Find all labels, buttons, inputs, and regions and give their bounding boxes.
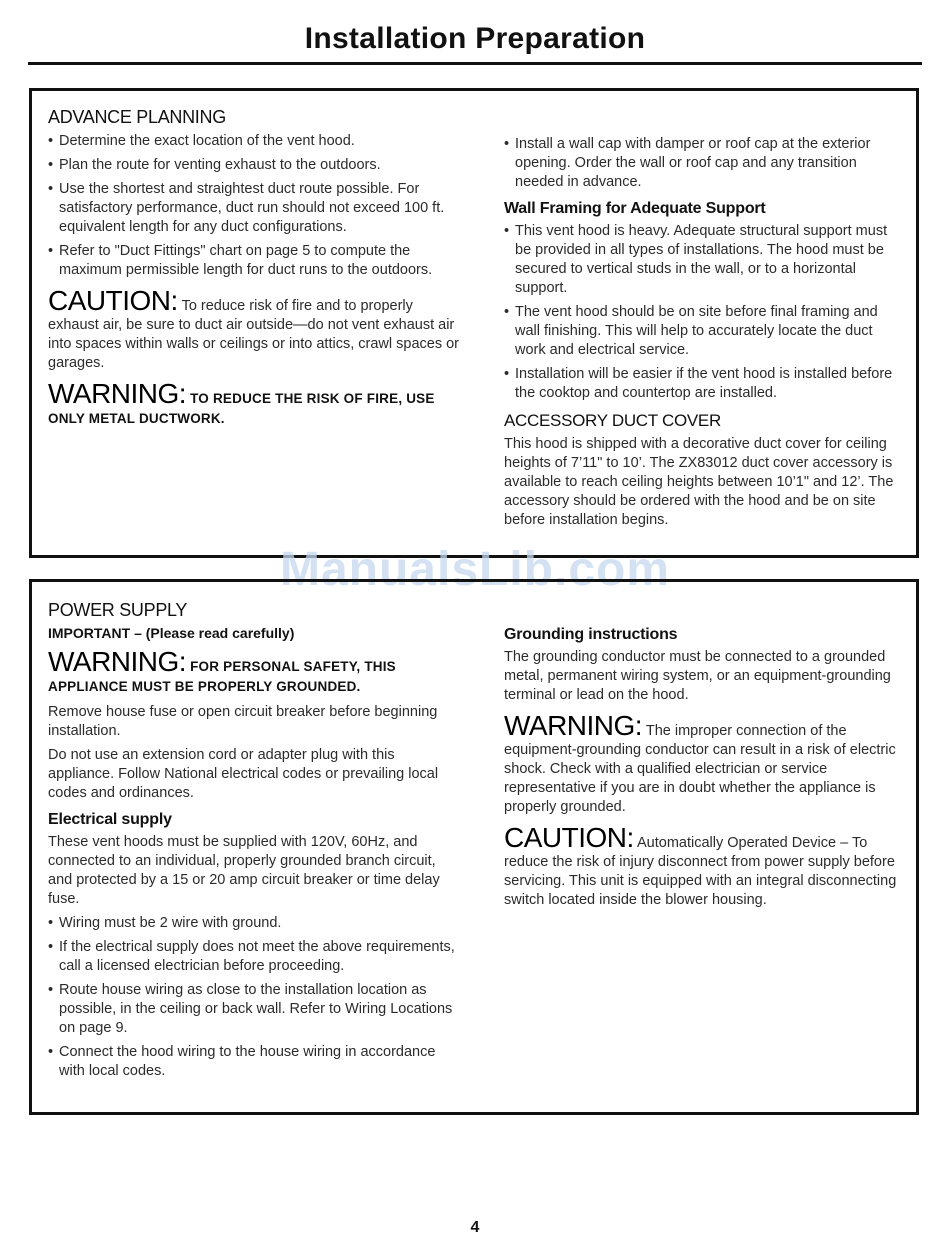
caution-fire-notice bbox=[48, 286, 460, 373]
warning-text: The improper connection of the equipment-grounding conductor can result in a risk of electric shock. Check with a qualified electrician or service representative if you are in doubt whether the appliance is properly grounded. bbox=[504, 723, 896, 815]
warning-text: TO REDUCE THE RISK OF FIRE, USE ONLY METAL DUCTWORK. bbox=[48, 391, 435, 426]
power-para-2: Do not use an extension cord or adapter plug with this appliance. Follow National electrical codes or prevailing local codes and ordinances. bbox=[48, 747, 439, 801]
warning-label: WARNING: bbox=[48, 646, 187, 677]
grounding-heading: Grounding instructions bbox=[504, 626, 678, 643]
electrical-text: These vent hoods must be supplied with 120V, 60Hz, and connected to an individual, properly grounded branch circuit, and protected by a 15 or 20 amp circuit breaker or time delay fuse. bbox=[48, 834, 440, 907]
list-item: • Installation will be easier if the vent hood is installed before the cooktop and countertop are installed. bbox=[504, 365, 904, 403]
wall-framing-heading: Wall Framing for Adequate Support bbox=[504, 200, 766, 217]
list-item: • The vent hood should be on site before final framing and wall finishing. This will help to accurately locate the duct work and electrical service. bbox=[504, 303, 904, 360]
caution-label: CAUTION: bbox=[504, 822, 634, 853]
warning-grounded-notice bbox=[48, 647, 460, 697]
power-supply-left-column bbox=[48, 600, 460, 1086]
list-item: • Plan the route for venting exhaust to the outdoors. bbox=[48, 156, 460, 175]
accessory-heading: ACCESSORY DUCT COVER bbox=[504, 411, 721, 430]
page-number: 4 bbox=[470, 1219, 480, 1236]
warning-label: WARNING: bbox=[504, 710, 643, 741]
power-supply-heading: POWER SUPPLY bbox=[48, 600, 188, 620]
list-item: • Refer to "Duct Fittings" chart on page 5 to compute the maximum permissible length for duct runs to the outdoors. bbox=[48, 242, 460, 280]
caution-text: Automatically Operated Device – To reduce the risk of injury disconnect from power supply before servicing. This unit is equipped with an integral disconnecting switch located inside the blower housing. bbox=[504, 835, 897, 908]
power-supply-box bbox=[29, 579, 919, 1115]
list-item: • Connect the hood wiring to the house wiring in accordance with local codes. bbox=[48, 1043, 460, 1081]
warning-label: WARNING: bbox=[48, 378, 187, 409]
advance-planning-list bbox=[48, 132, 460, 280]
list-item: • Use the shortest and straightest duct route possible. For satisfactory performance, duct run should not exceed 100 ft. equivalent length for any duct configurations. bbox=[48, 180, 460, 237]
page-title: Installation Preparation bbox=[304, 22, 646, 55]
title-rule bbox=[28, 62, 922, 65]
electrical-heading: Electrical supply bbox=[48, 811, 172, 828]
caution-text: To reduce risk of fire and to properly exhaust air, be sure to duct air outside—do not vent exhaust air into spaces within walls or ceilings or into attics, crawl spaces or garages. bbox=[48, 298, 459, 371]
advance-planning-right-column bbox=[504, 135, 904, 535]
electrical-list bbox=[48, 914, 460, 1081]
wall-framing-list bbox=[504, 222, 904, 403]
advance-planning-left-column bbox=[48, 107, 460, 435]
advance-planning-heading: ADVANCE PLANNING bbox=[48, 107, 226, 127]
list-item: • Route house wiring as close to the installation location as possible, in the ceiling or back wall. Refer to Wiring Locations on page 9. bbox=[48, 981, 460, 1038]
power-para-1: Remove house fuse or open circuit breaker before beginning installation. bbox=[48, 704, 438, 739]
caution-label: CAUTION: bbox=[48, 285, 178, 316]
warning-ductwork-notice bbox=[48, 379, 460, 429]
list-item: • Install a wall cap with damper or roof cap at the exterior opening. Order the wall or roof cap and any transition needed in advance. bbox=[504, 135, 904, 192]
watermark: ManualsLib.com bbox=[279, 543, 671, 596]
list-item: • Determine the exact location of the vent hood. bbox=[48, 132, 460, 151]
caution-device-notice bbox=[504, 823, 908, 910]
list-item: • Wiring must be 2 wire with ground. bbox=[48, 914, 460, 933]
power-supply-right-column bbox=[504, 626, 908, 916]
list-item: • This vent hood is heavy. Adequate structural support must be provided in all types of installations. The hood must be secured to vertical studs in the wall, or to a horizontal support. bbox=[504, 222, 904, 298]
wall-cap-list bbox=[504, 135, 904, 192]
advance-planning-box bbox=[29, 88, 919, 558]
warning-text: FOR PERSONAL SAFETY, THIS APPLIANCE MUST BE PROPERLY GROUNDED. bbox=[48, 659, 396, 694]
accessory-text: This hood is shipped with a decorative duct cover for ceiling heights of 7’11" to 10’. The ZX83012 duct cover accessory is available to reach ceiling heights between 10’1" and 12’. The accessory should be ordered with the hood and be on site before installation begins. bbox=[504, 436, 894, 528]
grounding-text: The grounding conductor must be connected to a grounded metal, permanent wiring system, or an equipment-grounding terminal or lead on the hood. bbox=[504, 649, 891, 703]
important-note: IMPORTANT – (Please read carefully) bbox=[48, 625, 295, 641]
warning-shock-notice bbox=[504, 711, 908, 817]
list-item: • If the electrical supply does not meet the above requirements, call a licensed electrician before proceeding. bbox=[48, 938, 460, 976]
